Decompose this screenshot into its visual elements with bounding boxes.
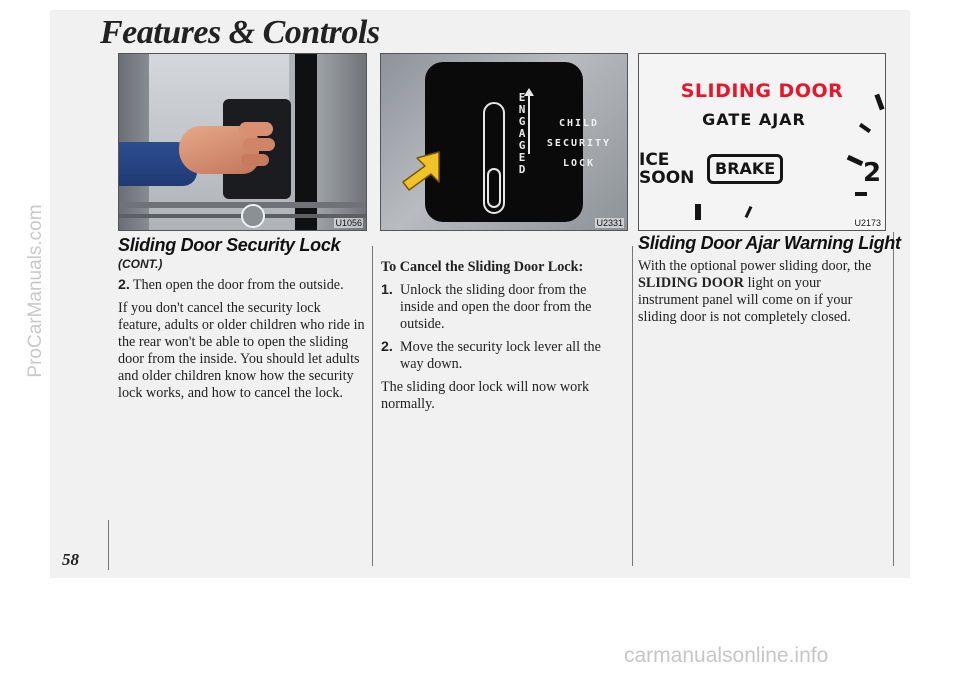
instrument-cluster-photo [638, 53, 886, 231]
child-security-lock-photo [380, 53, 628, 231]
engaged-arrow-icon [528, 94, 530, 154]
continued-label: (CONT.) [118, 257, 163, 271]
gauge-tick [847, 155, 864, 166]
service-text-fragment: ICE [639, 150, 670, 170]
step-text: Then open the door from the outside. [132, 277, 344, 293]
door-handle-photo [118, 53, 367, 231]
column-divider [893, 232, 894, 566]
step-number: 2. [118, 277, 130, 293]
cancel-step-2 [381, 339, 621, 373]
column-3-text [638, 258, 884, 332]
figure-code: U2173 [854, 218, 881, 228]
gauge-number: 2 [863, 158, 882, 188]
brake-light: BRAKE [707, 154, 783, 184]
column-2-text [381, 259, 621, 419]
figure-code: U1056 [335, 218, 362, 228]
cancel-step-1 [381, 282, 621, 333]
paragraph-text: With the optional power sliding door, the [638, 258, 872, 274]
lock-cylinder-icon [241, 204, 265, 228]
finger [239, 122, 273, 136]
side-watermark-text: ProCarManuals.com [25, 204, 46, 378]
gauge-tick [695, 204, 701, 220]
finger [241, 154, 269, 166]
sliding-door-term: SLIDING DOOR [638, 275, 745, 291]
step-number: 2. [381, 339, 393, 355]
lock-label-line1: CHILD [558, 118, 600, 129]
bottom-watermark: carmanualsonline.info [624, 644, 829, 667]
lock-label-line3: LOCK [562, 158, 596, 169]
gate-ajar-light: GATE AJAR [702, 110, 806, 129]
section-heading-security-lock: Sliding Door Security Lock [118, 235, 341, 255]
engaged-label: ENGAGED [518, 91, 526, 176]
page-title: Features & Controls [100, 14, 380, 51]
step-text: Unlock the sliding door from the inside and open the door from the outside. [400, 282, 592, 332]
section-heading-ajar-light: Sliding Door Ajar Warning Light [638, 233, 901, 253]
lock-lever [487, 168, 501, 208]
soon-text: SOON [639, 168, 695, 188]
door-rail [119, 202, 366, 208]
step-text: Move the security lock lever all the way down. [400, 339, 601, 372]
column-1-text [118, 277, 366, 408]
pointer-arrow-icon [399, 148, 445, 192]
gauge-tick [745, 206, 753, 218]
normal-operation-paragraph: The sliding door lock will now work normally. [381, 379, 590, 412]
page-number-rule [108, 520, 109, 570]
step-number: 1. [381, 282, 393, 298]
figure-code: U2331 [596, 218, 623, 228]
finger [243, 138, 275, 151]
ajar-light-paragraph [638, 258, 884, 326]
paragraph-text: light on your instrument panel will come on if your sliding door is not completely closed. [638, 275, 853, 325]
cancel-lock-heading: To Cancel the Sliding Door Lock: [381, 259, 584, 275]
gauge-tick [855, 192, 867, 196]
sliding-door-light: SLIDING DOOR [680, 80, 844, 102]
page-number: 58 [62, 550, 79, 569]
security-lock-paragraph: If you don't cancel the security lock feature, adults or older children who ride in the rear won't be able to open the sliding door from the inside. You should let adults and older children know how the security lock works, and how to cancel the lock. [118, 300, 365, 401]
column-divider [632, 246, 633, 566]
step-2 [118, 277, 366, 294]
lock-label-line2: SECURITY [546, 138, 612, 149]
lock-plate [425, 62, 612, 222]
column-divider [372, 246, 373, 566]
